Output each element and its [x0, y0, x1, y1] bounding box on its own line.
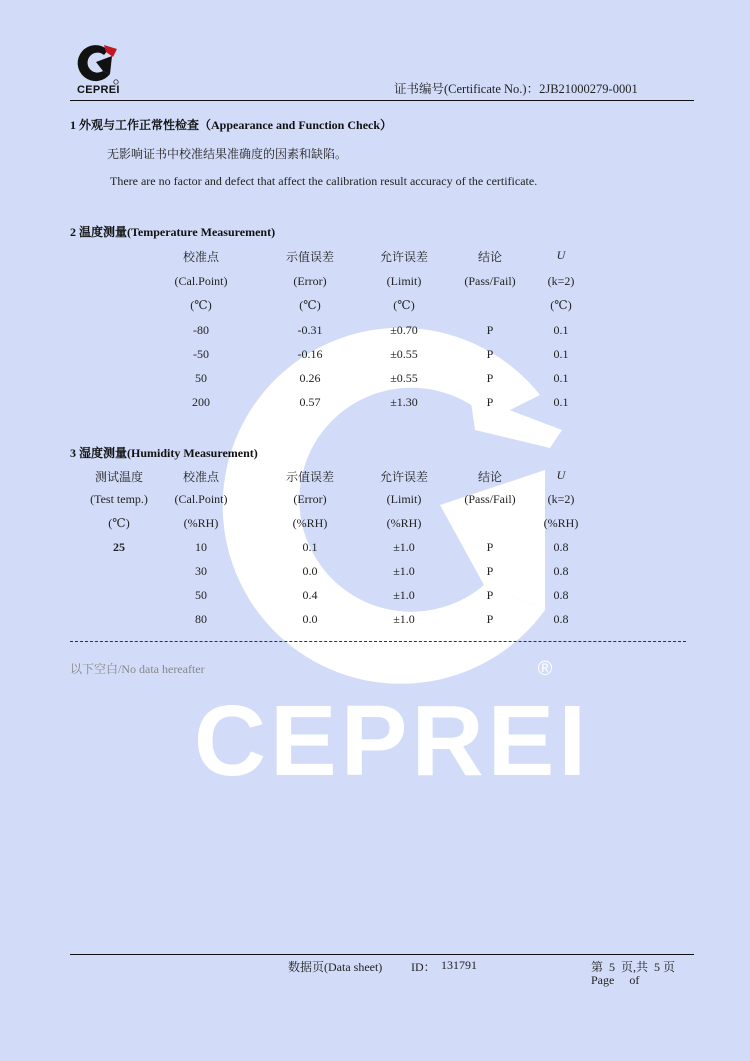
section1-text-en: There are no factor and defect that affect the calibration result accuracy of the certificate.	[110, 174, 538, 188]
temp-header-calpoint-cn: 校准点	[182, 250, 219, 264]
hum-header-k: (k=2)	[547, 492, 575, 506]
footer-id-value: 131791	[441, 958, 477, 972]
footer-data-sheet: 数据页(Data sheet)	[288, 960, 383, 974]
logo-text: CEPREI	[77, 84, 120, 96]
hum-header-result-en: (Pass/Fail)	[464, 492, 516, 506]
temp-header-error-cn: 示值误差	[285, 250, 334, 264]
temp-cell: -0.16	[297, 347, 323, 361]
temp-header-error-en: (Error)	[293, 274, 327, 288]
temp-unit-u: (℃)	[550, 298, 572, 312]
hum-cell: ±1.0	[393, 564, 415, 578]
temp-cell: 0.1	[553, 323, 569, 337]
hum-header-testtemp-cn: 测试温度	[94, 470, 143, 484]
section1-text-cn: 无影响证书中校准结果准确度的因素和缺陷。	[107, 147, 348, 161]
temp-cell: P	[486, 347, 494, 361]
temp-cell: -50	[193, 347, 209, 361]
temp-header-result-en: (Pass/Fail)	[464, 274, 516, 288]
hum-cell: 0.1	[302, 540, 318, 554]
hum-unit-limit: (%RH)	[386, 516, 422, 530]
hum-cell: 50	[195, 588, 207, 602]
temp-unit-error: (℃)	[299, 298, 321, 312]
temp-cell: ±0.70	[390, 323, 418, 337]
end-dashed-divider	[70, 641, 686, 642]
hum-cell: 30	[195, 564, 207, 578]
hum-unit-u: (%RH)	[543, 516, 579, 530]
hum-header-error-cn: 示值误差	[285, 470, 334, 484]
temp-cell: 50	[195, 371, 207, 385]
temp-cell: 0.1	[553, 371, 569, 385]
hum-cell: P	[486, 612, 494, 626]
footer-page-en: Page of	[591, 973, 640, 987]
hum-cell: 0.8	[553, 612, 569, 626]
hum-cell: ±1.0	[393, 540, 415, 554]
temp-header-k: (k=2)	[547, 274, 575, 288]
temp-header-result-cn: 结论	[477, 250, 502, 264]
temp-header-limit-en: (Limit)	[386, 274, 422, 288]
footer-id-label: ID：	[411, 960, 436, 974]
section3-title: 3 湿度测量(Humidity Measurement)	[70, 446, 258, 460]
hum-cell: 0.8	[553, 588, 569, 602]
temp-cell: -0.31	[297, 323, 323, 337]
hum-unit-calpoint: (%RH)	[183, 516, 219, 530]
hum-header-calpoint-en: (Cal.Point)	[174, 492, 228, 506]
no-data-hereafter: 以下空白/No data hereafter	[70, 662, 205, 676]
hum-cell: 0.8	[553, 540, 569, 554]
hum-header-result-cn: 结论	[477, 470, 502, 484]
hum-cell: 0.4	[302, 588, 318, 602]
hum-cell: ±1.0	[393, 612, 415, 626]
temp-cell: ±0.55	[390, 347, 418, 361]
temp-cell: ±1.30	[390, 395, 418, 409]
hum-header-testtemp-en: (Test temp.)	[90, 492, 148, 506]
hum-cell: 0.0	[302, 612, 318, 626]
section1-title: 1 外观与工作正常性检查（Appearance and Function Check）	[70, 118, 393, 132]
temp-cell: ±0.55	[390, 371, 418, 385]
hum-cell: P	[486, 588, 494, 602]
temp-cell: P	[486, 371, 494, 385]
temp-cell: P	[486, 323, 494, 337]
temp-cell: 200	[192, 395, 210, 409]
hum-unit-testtemp: (℃)	[108, 516, 130, 530]
hum-cell: 10	[195, 540, 207, 554]
temp-header-calpoint-en: (Cal.Point)	[174, 274, 228, 288]
footer-page-cn: 第 5 页,共 5 页	[591, 960, 676, 974]
temp-cell: 0.26	[299, 371, 321, 385]
temp-header-u: U	[556, 248, 566, 262]
temp-cell: 0.1	[553, 347, 569, 361]
temp-unit-limit: (℃)	[393, 298, 415, 312]
hum-header-calpoint-cn: 校准点	[182, 470, 219, 484]
watermark-text: CEPREI	[193, 685, 591, 797]
hum-header-error-en: (Error)	[293, 492, 327, 506]
header-rule	[70, 100, 694, 101]
temp-cell: 0.1	[553, 395, 569, 409]
hum-cell: 0.0	[302, 564, 318, 578]
hum-cell: 80	[195, 612, 207, 626]
hum-cell: P	[486, 540, 494, 554]
hum-cell: P	[486, 564, 494, 578]
hum-header-limit-cn: 允许误差	[379, 470, 428, 484]
temp-unit-calpoint: (℃)	[190, 298, 212, 312]
temp-cell: -80	[193, 323, 209, 337]
temp-cell: 0.57	[299, 395, 321, 409]
hum-unit-error: (%RH)	[292, 516, 328, 530]
section2-title: 2 温度测量(Temperature Measurement)	[70, 225, 276, 239]
temp-cell: P	[486, 395, 494, 409]
hum-header-limit-en: (Limit)	[386, 492, 422, 506]
certificate-number: 证书编号(Certificate No.)：2JB21000279-0001	[394, 82, 638, 96]
footer-rule	[70, 954, 694, 955]
watermark-registered: ®	[537, 658, 553, 680]
hum-cell: ±1.0	[393, 588, 415, 602]
hum-cell: 0.8	[553, 564, 569, 578]
hum-test-temp-value: 25	[113, 540, 125, 554]
hum-header-u: U	[556, 468, 566, 482]
temp-header-limit-cn: 允许误差	[379, 250, 428, 264]
